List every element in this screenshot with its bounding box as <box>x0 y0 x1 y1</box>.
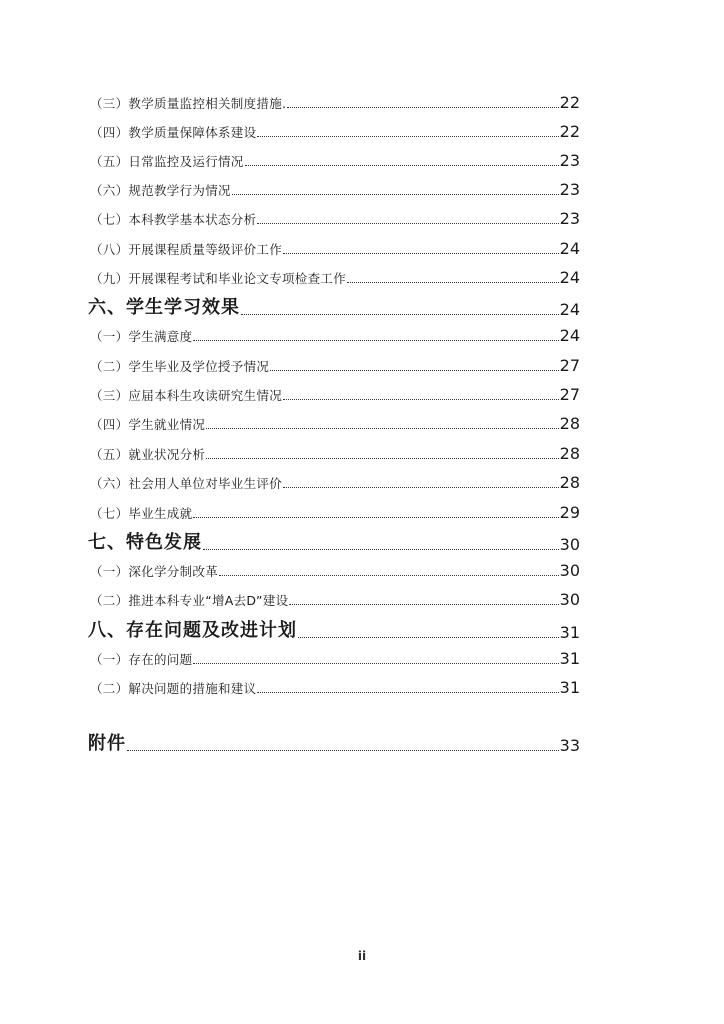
dot-leader <box>283 398 559 400</box>
dot-leader <box>206 457 558 459</box>
toc-section-entry[interactable] <box>88 616 580 642</box>
toc-entry-title: （二）学生毕业及学位授予情况 <box>90 359 270 374</box>
dot-leader <box>257 691 558 693</box>
toc-entry-title: （九）开展课程考试和毕业论文专项检查工作 <box>90 271 347 286</box>
toc-entry-page: 28 <box>559 473 580 492</box>
toc-entry-page: 23 <box>559 209 580 228</box>
toc-entry-title: （一）深化学分制改革 <box>90 564 219 579</box>
toc-entry-page: 24 <box>559 326 580 345</box>
toc-section-title: 八、存在问题及改进计划 <box>88 620 297 641</box>
toc-section-page: 24 <box>559 300 580 319</box>
toc-entry[interactable] <box>90 179 580 199</box>
dot-leader <box>245 164 559 166</box>
toc-entry-page: 23 <box>559 180 580 199</box>
toc-entry-title: （二）解决问题的措施和建议 <box>90 681 257 696</box>
dot-leader <box>283 252 559 254</box>
toc-entry-page: 24 <box>559 239 580 258</box>
dot-leader <box>232 193 559 195</box>
toc-entry[interactable] <box>90 355 580 375</box>
toc-entry[interactable] <box>90 325 580 345</box>
toc-section-page: 33 <box>559 736 580 755</box>
toc-entry-title: （一）学生满意度 <box>90 329 193 344</box>
toc-entry-title: （三）教学质量监控相关制度措施. <box>90 96 287 111</box>
toc-section-title: 六、学生学习效果 <box>88 297 240 318</box>
dot-leader <box>257 222 558 224</box>
dot-leader <box>298 636 559 638</box>
toc-entry-page: 30 <box>559 590 580 609</box>
dot-leader <box>283 486 559 488</box>
toc-entry[interactable] <box>90 677 580 697</box>
toc-entry-title: （六）社会用人单位对毕业生评价 <box>90 476 283 491</box>
toc-section-entry[interactable] <box>88 528 580 554</box>
toc-entry[interactable] <box>90 238 580 258</box>
toc-entry-page: 31 <box>559 678 580 697</box>
toc-section-title: 七、特色发展 <box>88 532 202 553</box>
toc-entry-page: 23 <box>559 151 580 170</box>
toc-entry-page: 31 <box>559 649 580 668</box>
toc-section-page: 31 <box>559 623 580 642</box>
toc-section-page: 30 <box>559 535 580 554</box>
toc-entry[interactable] <box>90 560 580 580</box>
toc-entry-page: 29 <box>559 503 580 522</box>
dot-leader <box>203 548 559 550</box>
dot-leader <box>241 313 559 315</box>
toc-entry-title: （七）毕业生成就 <box>90 506 193 521</box>
toc-entry[interactable] <box>90 648 580 668</box>
dot-leader <box>289 603 558 605</box>
dot-leader <box>347 281 559 283</box>
dot-leader <box>287 106 558 108</box>
dot-leader <box>193 339 558 341</box>
dot-leader <box>270 369 558 371</box>
dot-leader <box>219 574 559 576</box>
dot-leader <box>193 516 558 518</box>
dot-leader <box>206 427 558 429</box>
toc-entry[interactable] <box>90 589 580 609</box>
toc-entry-page: 22 <box>559 122 580 141</box>
toc-entry[interactable] <box>90 443 580 463</box>
toc-entry[interactable] <box>90 121 580 141</box>
toc-entry-title: （七）本科教学基本状态分析 <box>90 212 257 227</box>
toc-entry[interactable] <box>90 413 580 433</box>
toc-entry-page: 28 <box>559 444 580 463</box>
toc-entry-page: 28 <box>559 414 580 433</box>
toc-entry-page: 27 <box>559 356 580 375</box>
toc-entry-title: （四）教学质量保障体系建设 <box>90 125 257 140</box>
toc-section-title: 附件 <box>88 733 126 754</box>
page-number: ii <box>357 949 367 963</box>
toc-entry-page: 24 <box>559 268 580 287</box>
toc-entry-title: （八）开展课程质量等级评价工作 <box>90 242 283 257</box>
dot-leader <box>257 135 558 137</box>
toc-entry-page: 30 <box>559 561 580 580</box>
toc-entry-title: （五）日常监控及运行情况 <box>90 154 244 169</box>
toc-entry-title: （五）就业状况分析 <box>90 447 206 462</box>
toc-entry[interactable] <box>90 384 580 404</box>
toc-entry[interactable] <box>90 502 580 522</box>
toc-entry-page: 22 <box>559 93 580 112</box>
toc-entry-title: （一）存在的问题 <box>90 652 193 667</box>
dot-leader <box>127 749 559 751</box>
toc-section-entry[interactable] <box>88 293 580 319</box>
toc-entry-page: 27 <box>559 385 580 404</box>
toc-entry[interactable] <box>90 150 580 170</box>
toc-entry[interactable] <box>90 472 580 492</box>
dot-leader <box>193 662 558 664</box>
toc-entry-title: （二）推进本科专业“增A去D”建设 <box>90 593 289 608</box>
toc-entry[interactable] <box>90 267 580 287</box>
toc-entry-title: （六）规范教学行为情况 <box>90 183 231 198</box>
toc-entry-title: （三）应届本科生攻读研究生情况 <box>90 388 283 403</box>
toc-entry[interactable] <box>90 92 580 112</box>
toc-entry[interactable] <box>90 208 580 228</box>
toc-entry-title: （四）学生就业情况 <box>90 417 206 432</box>
toc-section-entry[interactable] <box>88 729 580 755</box>
